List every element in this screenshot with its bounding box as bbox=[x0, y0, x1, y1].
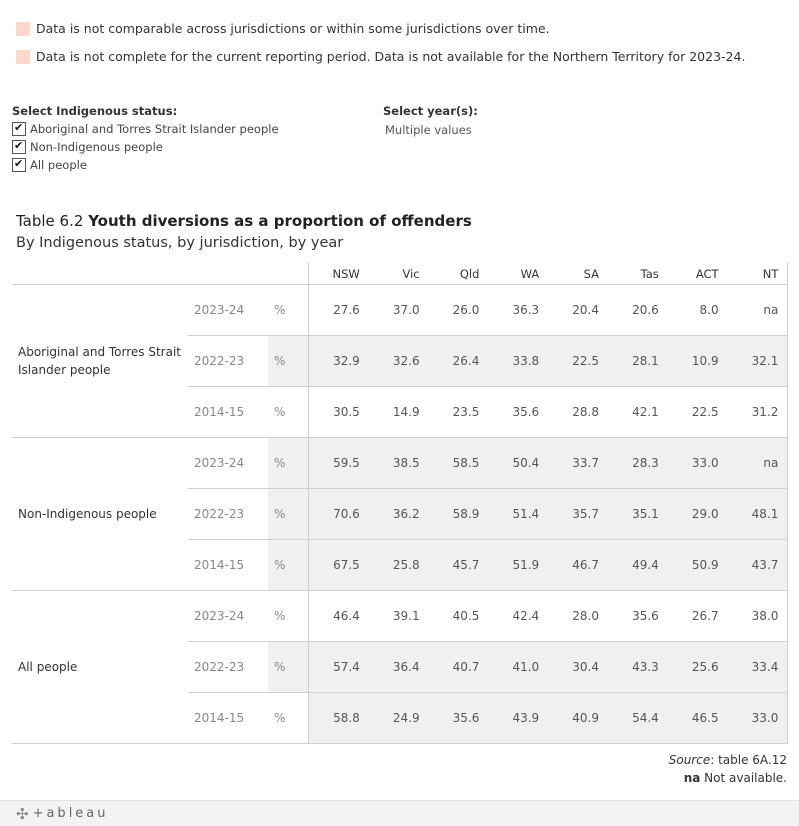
table-divider bbox=[787, 262, 788, 744]
table-cell: 51.9 bbox=[512, 557, 540, 572]
row-divider bbox=[12, 743, 787, 744]
table-cell: na bbox=[763, 302, 779, 317]
table-cell: 10.9 bbox=[691, 353, 719, 368]
table-cell: 30.5 bbox=[333, 404, 360, 419]
table-cell: 33.4 bbox=[751, 659, 779, 674]
table-cell: 35.6 bbox=[512, 404, 540, 419]
table-cell: 67.5 bbox=[333, 557, 360, 572]
table-cell: 41.0 bbox=[512, 659, 540, 674]
table-cell: 28.1 bbox=[632, 353, 659, 368]
legend-text: Data is not complete for the current reporting period. Data is not available for the Northern Territory for 2023-24. bbox=[36, 49, 746, 64]
table-cell: 32.1 bbox=[751, 353, 779, 368]
row-unit: % bbox=[274, 710, 286, 725]
column-header-act: ACT bbox=[695, 267, 719, 281]
table-cell: 46.5 bbox=[691, 710, 719, 725]
row-year: 2022-23 bbox=[194, 506, 245, 521]
row-divider bbox=[188, 539, 787, 540]
table-cell: 50.4 bbox=[512, 455, 540, 470]
table-cell: 28.8 bbox=[572, 404, 599, 419]
row-unit: % bbox=[274, 302, 286, 317]
na-note bbox=[684, 771, 787, 785]
table-cell: 24.9 bbox=[392, 710, 420, 725]
table-cell: 31.2 bbox=[751, 404, 779, 419]
row-year: 2023-24 bbox=[194, 302, 245, 317]
table-cell: 38.5 bbox=[392, 455, 420, 470]
checkbox-checked-icon[interactable] bbox=[12, 158, 26, 172]
tableau-logo[interactable] bbox=[16, 805, 109, 823]
table-cell: 27.6 bbox=[333, 302, 360, 317]
table-cell: 28.0 bbox=[572, 608, 599, 623]
tableau-cross-icon: ✣ bbox=[16, 804, 29, 823]
na-text: Not available. bbox=[700, 771, 787, 785]
column-header-qld: Qld bbox=[459, 267, 480, 281]
table-cell: 40.9 bbox=[572, 710, 599, 725]
row-divider bbox=[12, 437, 787, 438]
row-year: 2023-24 bbox=[194, 608, 245, 623]
row-group-label: All people bbox=[18, 659, 78, 674]
table-cell: 26.4 bbox=[452, 353, 480, 368]
table-cell: 54.4 bbox=[632, 710, 659, 725]
table-cell: 30.4 bbox=[572, 659, 599, 674]
table-cell: 43.9 bbox=[512, 710, 540, 725]
source-text: : table 6A.12 bbox=[710, 753, 787, 767]
row-divider bbox=[188, 488, 787, 489]
table-cell: 40.7 bbox=[452, 659, 480, 674]
source-note bbox=[669, 753, 787, 767]
source-label: Source bbox=[668, 753, 711, 767]
checkbox-checked-icon[interactable] bbox=[12, 122, 26, 136]
table-title bbox=[16, 212, 472, 230]
filter-option-non-indigenous[interactable] bbox=[12, 138, 279, 156]
table-cell: 35.1 bbox=[632, 506, 659, 521]
table-cell: 32.6 bbox=[392, 353, 420, 368]
table-cell: 39.1 bbox=[392, 608, 420, 623]
table-cell: 33.7 bbox=[572, 455, 599, 470]
table-cell: 23.5 bbox=[452, 404, 480, 419]
filter-option-all-people[interactable] bbox=[12, 156, 279, 174]
filter-option-label: Aboriginal and Torres Strait Islander people bbox=[30, 122, 279, 136]
table-cell: 43.7 bbox=[751, 557, 779, 572]
table-cell: 25.6 bbox=[691, 659, 719, 674]
row-unit: % bbox=[274, 455, 286, 470]
table-cell: 25.8 bbox=[392, 557, 420, 572]
table-cell: 50.9 bbox=[691, 557, 719, 572]
table-cell: 36.4 bbox=[392, 659, 420, 674]
column-header-vic: Vic bbox=[402, 267, 420, 281]
table-cell: 33.0 bbox=[691, 455, 719, 470]
table-cell: 70.6 bbox=[333, 506, 360, 521]
row-group-label: Non-Indigenous people bbox=[18, 506, 157, 521]
table-cell: 45.7 bbox=[452, 557, 480, 572]
row-unit: % bbox=[274, 404, 286, 419]
indigenous-status-filter bbox=[12, 104, 279, 174]
table-cell: 48.1 bbox=[751, 506, 779, 521]
table-cell: 26.7 bbox=[691, 608, 719, 623]
table-cell: 35.6 bbox=[632, 608, 659, 623]
table-cell: 14.9 bbox=[392, 404, 420, 419]
row-divider bbox=[12, 590, 787, 591]
table-cell: 20.6 bbox=[632, 302, 659, 317]
table-cell: 51.4 bbox=[512, 506, 540, 521]
column-header-sa: SA bbox=[583, 267, 599, 281]
row-year: 2022-23 bbox=[194, 659, 245, 674]
data-table bbox=[12, 262, 787, 744]
row-group-label: Aboriginal and Torres Strait Islander people bbox=[18, 344, 182, 377]
table-cell: 33.8 bbox=[512, 353, 540, 368]
table-cell: 43.3 bbox=[632, 659, 659, 674]
table-cell: 28.3 bbox=[632, 455, 659, 470]
row-divider bbox=[188, 641, 787, 642]
table-cell: 32.9 bbox=[333, 353, 360, 368]
row-unit: % bbox=[274, 557, 286, 572]
table-cell: 36.3 bbox=[512, 302, 540, 317]
table-cell: 22.5 bbox=[572, 353, 599, 368]
filter-title: Select Indigenous status: bbox=[12, 104, 178, 118]
row-divider bbox=[188, 692, 787, 693]
row-year: 2022-23 bbox=[194, 353, 245, 368]
na-abbr: na bbox=[683, 771, 701, 785]
filter-option-label: All people bbox=[30, 158, 87, 172]
table-cell: 37.0 bbox=[392, 302, 420, 317]
table-title-prefix: Table 6.2 bbox=[16, 212, 89, 230]
table-cell: na bbox=[763, 455, 779, 470]
table-divider bbox=[12, 284, 787, 285]
row-unit: % bbox=[274, 608, 286, 623]
table-cell: 8.0 bbox=[699, 302, 719, 317]
checkbox-checked-icon[interactable] bbox=[12, 140, 26, 154]
table-cell: 59.5 bbox=[333, 455, 360, 470]
filter-option-label: Non-Indigenous people bbox=[30, 140, 163, 154]
table-cell: 58.5 bbox=[452, 455, 480, 470]
table-cell: 49.4 bbox=[632, 557, 659, 572]
tableau-logo-text: +ableau bbox=[32, 806, 109, 821]
row-year: 2014-15 bbox=[194, 404, 245, 419]
table-cell: 46.4 bbox=[333, 608, 360, 623]
table-cell: 29.0 bbox=[691, 506, 719, 521]
table-cell: 36.2 bbox=[392, 506, 420, 521]
row-unit: % bbox=[274, 659, 286, 674]
tableau-footer bbox=[0, 800, 799, 826]
legend-swatch bbox=[16, 50, 30, 64]
column-header-nsw: NSW bbox=[332, 267, 360, 281]
table-cell: 22.5 bbox=[691, 404, 719, 419]
table-cell: 35.6 bbox=[452, 710, 480, 725]
column-header-wa: WA bbox=[520, 267, 540, 281]
row-year: 2014-15 bbox=[194, 557, 245, 572]
row-unit: % bbox=[274, 353, 286, 368]
column-header-nt: NT bbox=[762, 267, 779, 281]
table-cell: 38.0 bbox=[751, 608, 779, 623]
legend-item-not-comparable bbox=[16, 21, 550, 36]
table-cell: 20.4 bbox=[572, 302, 599, 317]
row-year: 2023-24 bbox=[194, 455, 245, 470]
table-cell: 42.4 bbox=[512, 608, 540, 623]
column-header-tas: Tas bbox=[640, 267, 659, 281]
row-divider bbox=[188, 335, 787, 336]
row-divider bbox=[188, 386, 787, 387]
table-cell: 35.7 bbox=[572, 506, 599, 521]
table-cell: 58.8 bbox=[333, 710, 360, 725]
table-cell: 58.9 bbox=[452, 506, 480, 521]
legend-text: Data is not comparable across jurisdictions or within some jurisdictions over time. bbox=[36, 21, 550, 36]
table-cell: 57.4 bbox=[333, 659, 360, 674]
row-unit: % bbox=[274, 506, 286, 521]
year-filter-value[interactable]: Multiple values bbox=[385, 123, 472, 137]
table-cell: 42.1 bbox=[632, 404, 659, 419]
filter-title: Select year(s): bbox=[383, 104, 478, 118]
table-cell: 26.0 bbox=[452, 302, 480, 317]
year-filter[interactable] bbox=[383, 104, 478, 137]
filter-option-aboriginal[interactable] bbox=[12, 120, 279, 138]
legend-item-not-complete bbox=[16, 49, 745, 64]
table-subtitle: By Indigenous status, by jurisdiction, by year bbox=[16, 235, 344, 251]
table-cell: 40.5 bbox=[452, 608, 480, 623]
table-cell: 33.0 bbox=[751, 710, 779, 725]
legend-swatch bbox=[16, 22, 30, 36]
table-cell: 46.7 bbox=[572, 557, 599, 572]
table-title-bold: Youth diversions as a proportion of offenders bbox=[88, 212, 472, 230]
row-year: 2014-15 bbox=[194, 710, 245, 725]
